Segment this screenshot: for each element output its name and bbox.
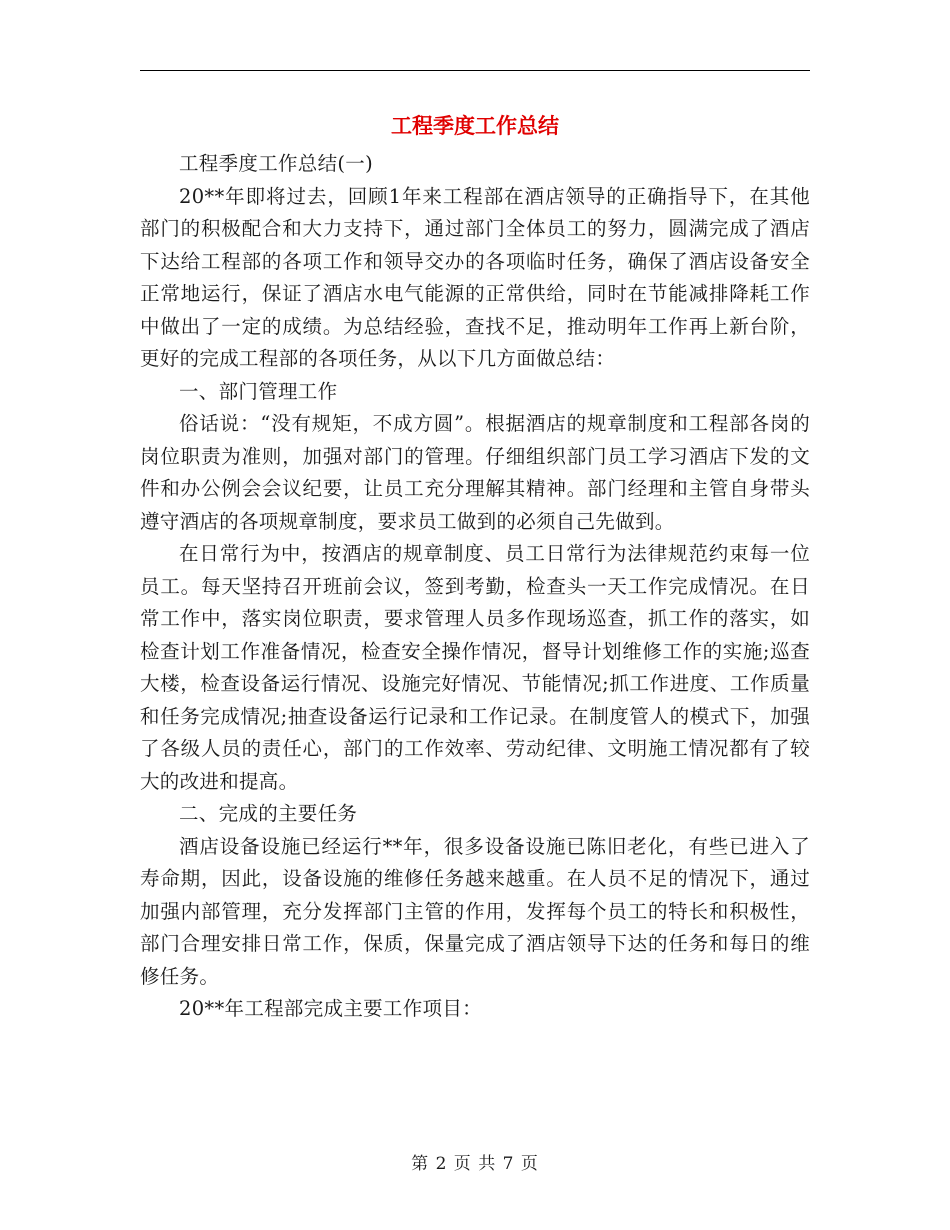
footer-suffix: 页: [520, 1154, 539, 1174]
paragraph-intro: 20**年即将过去，回顾1年来工程部在酒店领导的正确指导下，在其他部门的积极配合和大力支持下，通过部门全体员工的努力，圆满完成了酒店下达给工程部的各项工作和领导交办的各项临时任务，确保了酒店设备安全正常地运行，保证了酒店水电气能源的正常供给，同时在节能减排降耗工作中做出了一定的成绩。为总结经验，查找不足，推动明年工作再上新台阶，更好的完成工程部的各项任务，从以下几方面做总结：: [140, 184, 810, 370]
document-body: [140, 148, 810, 1026]
footer-prefix: 第: [411, 1154, 430, 1174]
paragraph-rules: 俗话说：“没有规矩，不成方圆”。根据酒店的规章制度和工程部各岗的岗位职责为准则，加强对部门的管理。仔细组织部门员工学习酒店下发的文件和办公例会会议纪要，让员工充分理解其精神。部门经理和主管自身带头遵守酒店的各项规章制度，要求员工做到的必须自己先做到。: [140, 412, 810, 533]
footer-mid: 页 共: [453, 1154, 497, 1174]
paragraph-equipment: 酒店设备设施已经运行**年，很多设备设施已陈旧老化，有些已进入了寿命期，因此，设备设施的维修任务越来越重。在人员不足的情况下，通过加强内部管理，充分发挥部门主管的作用，发挥每个员工的特长和积极性，部门合理安排日常工作，保质，保量完成了酒店领导下达的任务和每日的维修任务。: [140, 834, 810, 988]
section-heading-management: 一、部门管理工作: [179, 379, 338, 403]
paragraph-subtitle: 工程季度工作总结(一): [179, 152, 374, 175]
footer-total-pages: 7: [502, 1154, 515, 1174]
paragraph-projects-lead: 20**年工程部完成主要工作项目：: [179, 997, 482, 1020]
footer-current-page: 2: [435, 1154, 448, 1174]
paragraph-daily-conduct: 在日常行为中，按酒店的规章制度、员工日常行为法律规范约束每一位员工。每天坚持召开班前会议，签到考勤，检查头一天工作完成情况。在日常工作中，落实岗位职责，要求管理人员多作现场巡查，抓工作的落实，如检查计划工作准备情况，检查安全操作情况，督导计划维修工作的实施;巡查大楼，检查设备运行情况、设施完好情况、节能情况;抓工作进度、工作质量和任务完成情况;抽查设备运行记录和工作记录。在制度管人的模式下，加强了各级人员的责任心，部门的工作效率、劳动纪律、文明施工情况都有了较大的改进和提高。: [140, 542, 810, 793]
header-rule: [140, 70, 810, 71]
page-footer: [140, 1152, 810, 1176]
section-heading-tasks: 二、完成的主要任务: [179, 802, 358, 825]
document-title: 工程季度工作总结: [391, 114, 559, 138]
